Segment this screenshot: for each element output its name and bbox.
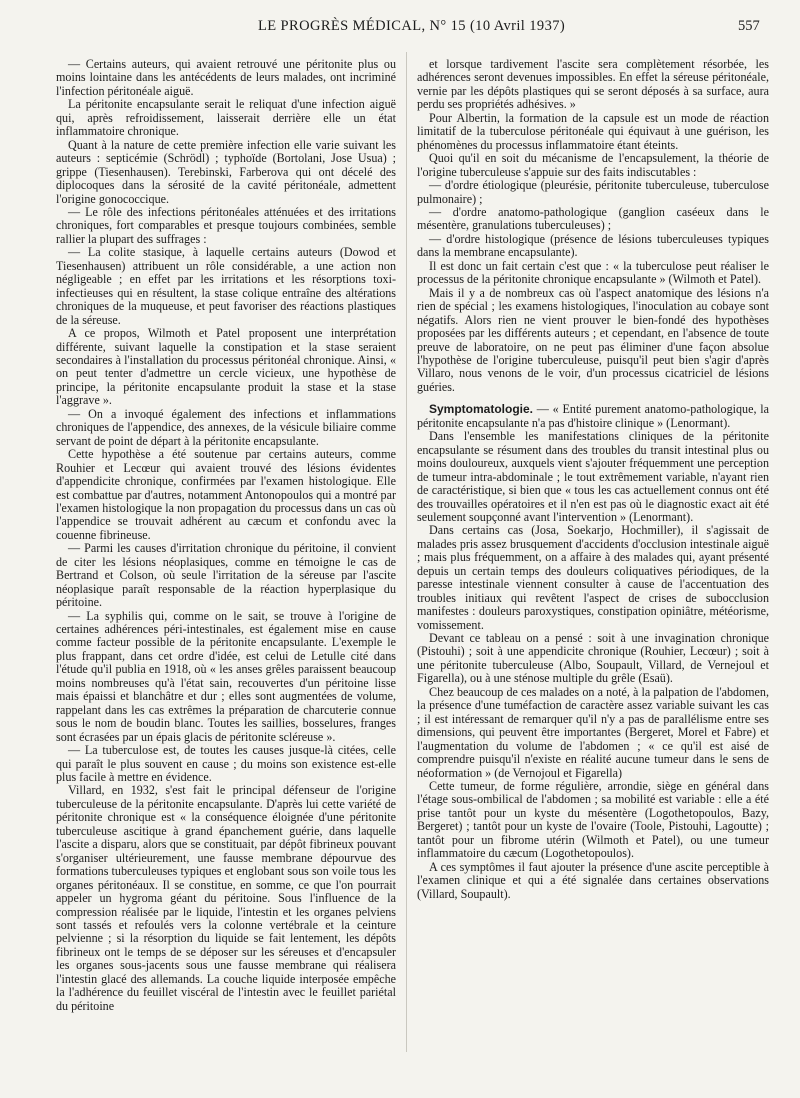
paragraph: Cette tumeur, de forme régulière, arrondie, siège en général dans l'étage sous-ombilical de l'abdomen ; sa mobilité est variable : elle a été prise tantôt pour un kyste du mésentère (Logothetopoulos, Bazy, Bergeret) ; tantôt pour un kyste de l'ovaire (Toole, Pistouhi, Lagoutte) ; tantôt pour un fibrome utérin (Wilmoth et Patel), ou une tumeur inflammatoire du cæcum (Logothetopoulos). [417, 779, 769, 861]
paragraph: — d'ordre anatomo-pathologique (ganglion caséeux dans le mésentère, granulations tuberculeuses) ; [417, 204, 769, 233]
paragraph: — Parmi les causes d'irritation chronique du péritoine, il convient de citer les lésions néoplasiques, comme en témoigne le cas de Bertrand et Colson, où seule l'irritation de la séreuse par l'ascite néoplasique paraît responsable de la réaction hyperplasique du péritoine. [56, 541, 396, 610]
paragraph: — La syphilis qui, comme on le sait, se trouve à l'origine de certaines adhérences péri-intestinales, est également mise en cause comme facteur possible de la péritonite encapsulante. L'exemple le plus frappant, dans cet ordre d'idée, est celui de Letulle cité dans l'étude qu'il publia en 1918, où « les anses grêles paraissent beaucoup moins nombreuses qu'à l'état sain, recouvertes d'un péritoine lisse mais épaissi et blanchâtre et dur ; elles sont augmentées de volume, rappelant dans les cas extrêmes la préparation de charcuterie connue sous le nom de boudin blanc. Toutes les saillies, bosselures, franges sont écrasées par un épais glacis de péritonite scléreuse ». [56, 608, 396, 744]
paragraph: et lorsque tardivement l'ascite sera complètement résorbée, les adhérences seront devenues impossibles. En effet la séreuse péritonéale, vernie par les dépôts plastiques qui se seront déposés à sa surface, aura perdu ses propriétés adhésives. » [417, 57, 769, 112]
right-column [417, 58, 769, 901]
paragraph: Quoi qu'il en soit du mécanisme de l'encapsulement, la théorie de l'origine tuberculeuse s'appuie sur des faits indiscutables : [417, 151, 769, 179]
paragraph: Villard, en 1932, s'est fait le principal défenseur de l'origine tuberculeuse de la péritonite encapsulante. D'après lui cette variété de péritonite chronique est « la conséquence éloignée d'une péritonite tuberculeuse ascitique à grand épanchement guérie, dans laquelle l'ascite a disparu, alors que se constituait, par dépôt fibrineux pouvant s'organiser ultérieurement, une fausse membrane dépourvue des formations tuberculeuses typiques et englobant sous son voile tous les organes péritonéaux. Il se constitue, en somme, ce que l'on pourrait appeler un hygroma géant du péritoine. Sous l'influence de la compression réalisée par le liquide, l'intestin et les organes pelviens sont tassés et refoulés vers la colonne vertébrale et la ceinture pelvienne ; si la résorption du liquide se fait lentement, les dépôts fibrineux ont le temps de se déposer sur les séreuses et d'encapsuler les organes sous-jacents sous une fausse membrane qui réalisera l'intestin glacé des allemands. La couche liquide interposée empêche la l'adhérence du feuillet viscéral de l'intestin avec le feuillet pariétal du péritoine [56, 783, 396, 1013]
paragraph: — La tuberculose est, de toutes les causes jusque-là citées, celle qui paraît le plus souvent en cause ; du moins son existence est-elle plus facile à mettre en évidence. [56, 743, 396, 785]
paragraph: Chez beaucoup de ces malades on a noté, à la palpation de l'abdomen, la présence d'une tuméfaction de caractère assez variable suivant les cas ; il est intéressant de remarquer qu'il n'y a pas de parallélisme entre ses dimensions, qui peuvent être importantes (Bergeret, Morel et Fabre) et l'augmentation du volume de l'abdomen ; « ce qu'il est aisé de comprendre puisqu'il n'existe en réalité aucune tumeur dans le sens de néoformation » (de Vernojoul et Figarella) [417, 684, 769, 780]
paragraph: A ce propos, Wilmoth et Patel proposent une interprétation différente, suivant laquelle la constipation et la stase seraient secondaires à l'installation du processus péritonéal chronique. Ainsi, « on peut tenter d'admettre un cercle vicieux, une hypothèse de principe, la péritonite encapsulante produit la stase et la stase l'aggrave ». [56, 326, 396, 408]
section-intro-text: — « Entité purement anatomo-pathologique, la péritonite encapsulante n'a pas d'histoire clinique » (Lenormant). [417, 402, 769, 430]
paragraph: — d'ordre étiologique (pleurésie, péritonite tuberculeuse, tuberculose pulmonaire) ; [417, 178, 769, 206]
paragraph: Dans certains cas (Josa, Soekarjo, Hochmiller), il s'agissait de malades pris assez brusquement d'accidents d'occlusion intestinale aiguë ; mais plus fréquemment, on a affaire à des malades qui, ayant présenté depuis un certain temps des douleurs coliquatives périodiques, de la paresse intestinale viennent consulter à cause de l'accentuation des troubles initiaux qui revêtent l'aspect de crises de subocclusion manifestes : douleurs paroxystiques, constipation opiniâtre, météorisme, vomissement. [417, 523, 769, 632]
section-intro-paragraph [417, 403, 769, 430]
paragraph: Cette hypothèse a été soutenue par certains auteurs, comme Rouhier et Lecœur qui avaient trouvé des lésions évidentes d'appendicite chronique, confirmées par l'examen histologique. Elle est combattue par d'autres, notamment Antonopoulos qui a montré par l'examen histologique la non propagation du processus dans un cas où l'appendice se trouvait adhérent au cæcum et confondu avec la couenne fibrineuse. [56, 447, 396, 542]
page-number: 557 [738, 18, 760, 34]
paragraph: La péritonite encapsulante serait le reliquat d'une infection aiguë qui, après refroidissement, laisserait derrière elle un état inflammatoire chronique. [56, 97, 396, 139]
paragraph: A ces symptômes il faut ajouter la présence d'une ascite perceptible à l'examen clinique et qui a été signalée dans certaines observations (Villard, Soupault). [417, 859, 769, 901]
paragraph: — La colite stasique, à laquelle certains auteurs (Dowod et Tiesenhausen) attribuent un rôle considérable, a une action non négligeable ; en effet par les irritations et les résorptions toxi-infectieuses qui en résultent, la stase colique entraîne des altérations chroniques de la muqueuse, et peut favoriser des réactions plastiques de la séreuse. [56, 245, 396, 327]
paragraph: — Certains auteurs, qui avaient retrouvé une péritonite plus ou moins lointaine dans les antécédents de leurs malades, ont incriminé l'infection péritonéale aiguë. [56, 57, 396, 98]
paragraph: — Le rôle des infections péritonéales atténuées et des irritations chroniques, fort comparables et presque toujours combinées, semble rallier la plupart des suffrages : [56, 204, 396, 246]
paragraph: Pour Albertin, la formation de la capsule est un mode de réaction limitatif de la tuberculose péritonéale qui équivaut à une guérison, les phénomènes du processus inflammatoire étant éteints. [417, 110, 769, 152]
paragraph: Mais il y a de nombreux cas où l'aspect anatomique des lésions n'a rien de spécial ; les examens histologiques, l'inoculation au cobaye sont négatifs. Alors rien ne vient prouver le bien-fondé des hypothèses proposées par les différents auteurs ; et cependant, en l'absence de toute preuve de laboratoire, on ne peut pas éliminer d'une façon absolue l'hypothèse de l'origine tuberculeuse, puisqu'il peut bien s'agir d'après Villaro, nous venons de le voir, d'un processus cicatriciel de lésions guéries. [417, 285, 769, 394]
paragraph: — On a invoqué également des infections et inflammations chroniques de l'appendice, des annexes, de la vésicule biliaire comme servant de point de départ à la péritonite encapsulante. [56, 406, 396, 448]
page-header [0, 0, 800, 36]
column-divider [406, 52, 407, 1052]
paragraph: — d'ordre histologique (présence de lésions tuberculeuses typiques dans la membrane encapsulante). [417, 231, 769, 260]
section-title: Symptomatologie. [429, 402, 534, 417]
paragraph: Quant à la nature de cette première infection elle varie suivant les auteurs : septicémie (Schrödl) ; typhoïde (Bortolani, Jose Usua) ; grippe (Tiesenhausen). Terebinski, Farberova qui ont décelé des diplocoques dans la sérosité de la cavité péritonéale, admettent l'origine gonococcique. [56, 137, 396, 206]
paragraph: Devant ce tableau on a pensé : soit à une invagination chronique (Pistouhi) ; soit à une appendicite chronique (Rouhier, Lecœur) ; soit à une péritonite tuberculeuse (Albo, Soupault, Villard, de Vernejoul et Figarella), ou à une sténose multiple du grêle (Esaü). [417, 631, 769, 686]
paragraph: Dans l'ensemble les manifestations cliniques de la péritonite encapsulante se résument dans des troubles du transit intestinal plus ou moins douloureux, auxquels vient s'ajouter fréquemment une perception de tumeur intra-abdominale ; le tout extrêmement variable, n'ayant rien de caractéristique, si bien que « tous les cas actuellement connus ont été des trouvailles opératoires et il n'en est pas où le diagnostic exact ait été seulement soupçonné avant l'intervention » (Lenormant). [417, 429, 769, 524]
journal-title: LE PROGRÈS MÉDICAL, N° 15 (10 Avril 1937) [258, 18, 566, 34]
left-column [56, 58, 396, 1013]
paragraph: Il est donc un fait certain c'est que : « la tuberculose peut réaliser le processus de la péritonite chronique encapsulante » (Wilmoth et Patel). [417, 258, 769, 287]
